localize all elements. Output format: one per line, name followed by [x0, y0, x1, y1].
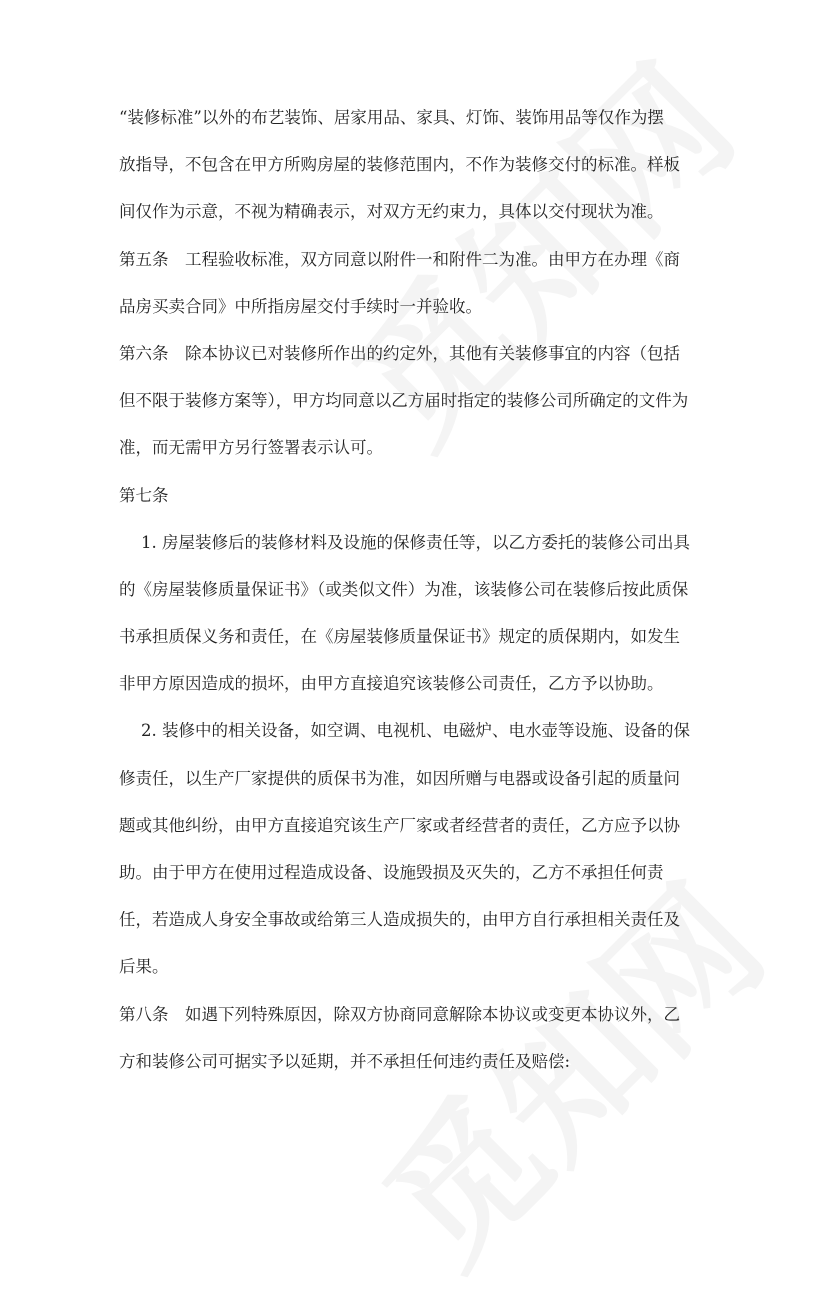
text-line: 助。由于甲方在使用过程造成设备、设施毁损及灭失的，乙方不承担任何责 — [119, 863, 664, 882]
text-line: 第五条 工程验收标准，双方同意以附件一和附件二为准。由甲方在办理《商 — [119, 249, 680, 269]
text-line: 的《房屋装修质量保证书》（或类似文件）为准，该装修公司在装修后按此质保 — [119, 579, 689, 599]
text-line: 方和装修公司可据实予以延期，并不承担任何违约责任及赔偿: — [119, 1051, 571, 1071]
text-line: 但不限于装修方案等），甲方均同意以乙方届时指定的装修公司所确定的文件为 — [119, 391, 689, 411]
text-line: 第七条 — [119, 485, 169, 505]
text-line: 2. 装修中的相关设备，如空调、电视机、电磁炉、电水壶等设施、设备的保 — [141, 721, 690, 741]
text-line: 非甲方原因造成的损坏，由甲方直接追究该装修公司责任，乙方予以协助。 — [119, 674, 664, 694]
text-line: 第六条 除本协议已对装修所作出的约定外，其他有关装修事宜的内容（包括 — [119, 343, 680, 363]
text-line: 间仅作为示意，不视为精确表示，对双方无约束力，具体以交付现状为准。 — [119, 202, 664, 222]
text-line: 1. 房屋装修后的装修材料及设施的保修责任等，以乙方委托的装修公司出具 — [141, 532, 690, 552]
text-line: 任，若造成人身安全事故或给第三人造成损失的，由甲方自行承担相关责任及 — [119, 910, 680, 930]
text-line: 题或其他纠纷，由甲方直接追究该生产厂家或者经营者的责任，乙方应予以协 — [119, 815, 680, 835]
text-line: 放指导，不包含在甲方所购房屋的装修范围内，不作为装修交付的标准。样板 — [119, 155, 680, 175]
text-line: “装修标准”以外的布艺装饰、居家用品、家具、灯饰、装饰用品等仅作为摆 — [119, 108, 664, 127]
text-line: 准，而无需甲方另行签署表示认可。 — [119, 438, 383, 458]
text-line: 书承担质保义务和责任，在《房屋装修质量保证书》规定的质保期内，如发生 — [119, 627, 680, 647]
text-line: 品房买卖合同》中所指房屋交付手续时一并验收。 — [119, 296, 482, 316]
text-line: 后果。 — [119, 957, 169, 977]
text-line: 修责任，以生产厂家提供的质保书为准，如因所赠与电器或设备引起的质量问 — [119, 768, 680, 788]
document-body — [119, 94, 719, 1085]
text-line: 第八条 如遇下列特殊原因，除双方协商同意解除本协议或变更本协议外，乙 — [119, 1004, 680, 1024]
